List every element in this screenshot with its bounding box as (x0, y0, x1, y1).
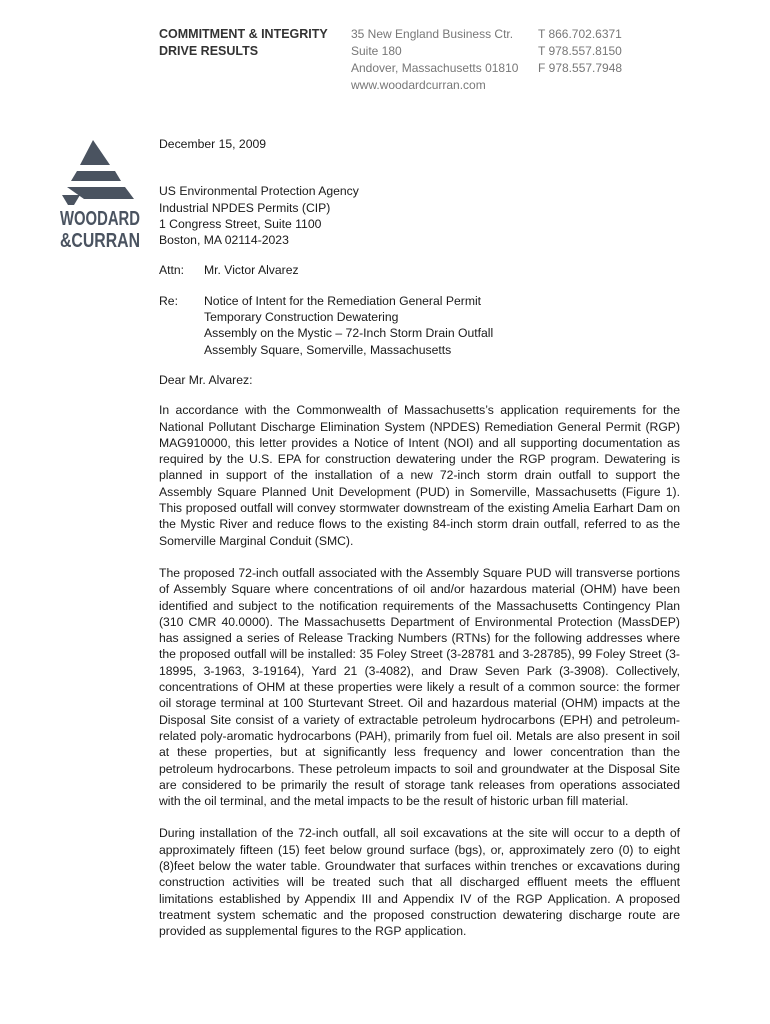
letter-body (159, 136, 680, 939)
re-subject-line: Assembly Square, Somerville, Massachusetts (204, 342, 452, 357)
website-link[interactable]: www.woodardcurran.com (351, 78, 486, 92)
re-subject-line: Assembly on the Mystic – 72-Inch Storm Drain Outfall (204, 326, 494, 341)
address-line: Andover, Massachusetts 01810 (351, 61, 519, 75)
letter-date: December 15, 2009 (159, 137, 267, 151)
attn-label: Attn: (159, 263, 185, 278)
logo-line-2: &CURRAN (60, 230, 140, 252)
attn-line (159, 262, 680, 278)
recipient-line: Boston, MA 02114-2023 (159, 233, 289, 248)
logo-mark-icon (60, 135, 140, 285)
company-logo (60, 135, 140, 285)
body-paragraph-1: In accordance with the Commonwealth of Massachusetts’s application requirements for the National Pollutant Discharge Elimination System (NPDES) Remediation General Permit (RGP) MAG910000, this letter provides a Notice of Intent (NOI) and all supporting documentation as required by the U.S. EPA for construction dewatering under the RGP program. Dewatering is planned in support of the installation of a new 72-inch storm drain outfall to support the Assembly Square Planned Unit Development (PUD) in Somerville, Massachusetts (Figure 1). This proposed outfall will convey stormwater downstream of the existing Amelia Earhart Dam on the Mystic River and reduce flows to the existing 84-inch storm drain outfall, referred to as the Somerville Marginal Conduit (SMC). (159, 403, 680, 548)
recipient-line: US Environmental Protection Agency (159, 184, 359, 199)
header-tagline (159, 26, 328, 60)
re-subject-line: Notice of Intent for the Remediation General Permit (204, 293, 482, 308)
fax-line: F 978.557.7948 (538, 61, 623, 75)
body-paragraph-2: The proposed 72-inch outfall associated with the Assembly Square PUD will transverse portions of Assembly Square where concentrations of oil and/or hazardous material (OHM) have been identified and subject to the notification requirements of the Massachusetts Contingency Plan (310 CMR 40.0000). The Massachusetts Department of Environmental Protection (MassDEP) has assigned a series of Release Tracking Numbers (RTNs) for the following addresses where the proposed outfall will be installed: 35 Foley Street (3-28781 and 3-28785), 99 Foley Street (3-18995, 3-1963, 3-19164), Yard 21 (3-4082), and Draw Seven Park (3-3908). Collectively, concentrations of OHM at these properties were likely a result of a common source: the former oil storage terminal at 100 Sturtevant Street. Oil and hazardous material (OHM) impacts at the Disposal Site consist of a variety of extractable petroleum hydrocarbons (EPH) and petroleum-related poly-aromatic hydrocarbons (PAH), primarily from fuel oil. Metals are also present in soil at these properties, but at significantly less frequency and lower concentration than the petroleum hydrocarbons. These petroleum impacts to soil and groundwater at the Disposal Site are considered to be primarily the result of storage tank releases from operations associated with the oil terminal, and the metal impacts to be the result of historic urban fill material. (159, 565, 680, 809)
re-subject (204, 293, 493, 358)
re-label: Re: (159, 293, 178, 308)
header-phones (538, 26, 622, 77)
attn-value: Mr. Victor Alvarez (204, 263, 299, 278)
header-address (351, 26, 518, 94)
re-subject-line: Temporary Construction Dewatering (204, 310, 399, 325)
tagline-line: COMMITMENT & INTEGRITY (159, 27, 328, 41)
logo-line-1: WOODARD (60, 208, 140, 230)
re-line (159, 293, 680, 358)
recipient-block (159, 183, 680, 248)
phone-line: T 978.557.8150 (538, 44, 622, 58)
recipient-line: Industrial NPDES Permits (CIP) (159, 200, 331, 215)
recipient-line: 1 Congress Street, Suite 1100 (159, 216, 322, 231)
salutation: Dear Mr. Alvarez: (159, 372, 253, 387)
tagline-line: DRIVE RESULTS (159, 44, 259, 58)
address-line: 35 New England Business Ctr. (351, 27, 514, 41)
phone-line: T 866.702.6371 (538, 27, 622, 41)
address-line: Suite 180 (351, 44, 402, 58)
body-paragraph-3: During installation of the 72-inch outfall, all soil excavations at the site will occur to a depth of approximately fifteen (15) feet below ground surface (bgs), or, approximately zero (0) to eight (8)feet below the water table. Groundwater that surfaces within trenches or excavations during construction activities will be treated such that all discharged effluent meets the effluent limitations established by Appendix III and Appendix IV of the RGP Application. A proposed treatment system schematic and the proposed construction dewatering discharge route are provided as supplemental figures to the RGP application. (159, 826, 680, 939)
